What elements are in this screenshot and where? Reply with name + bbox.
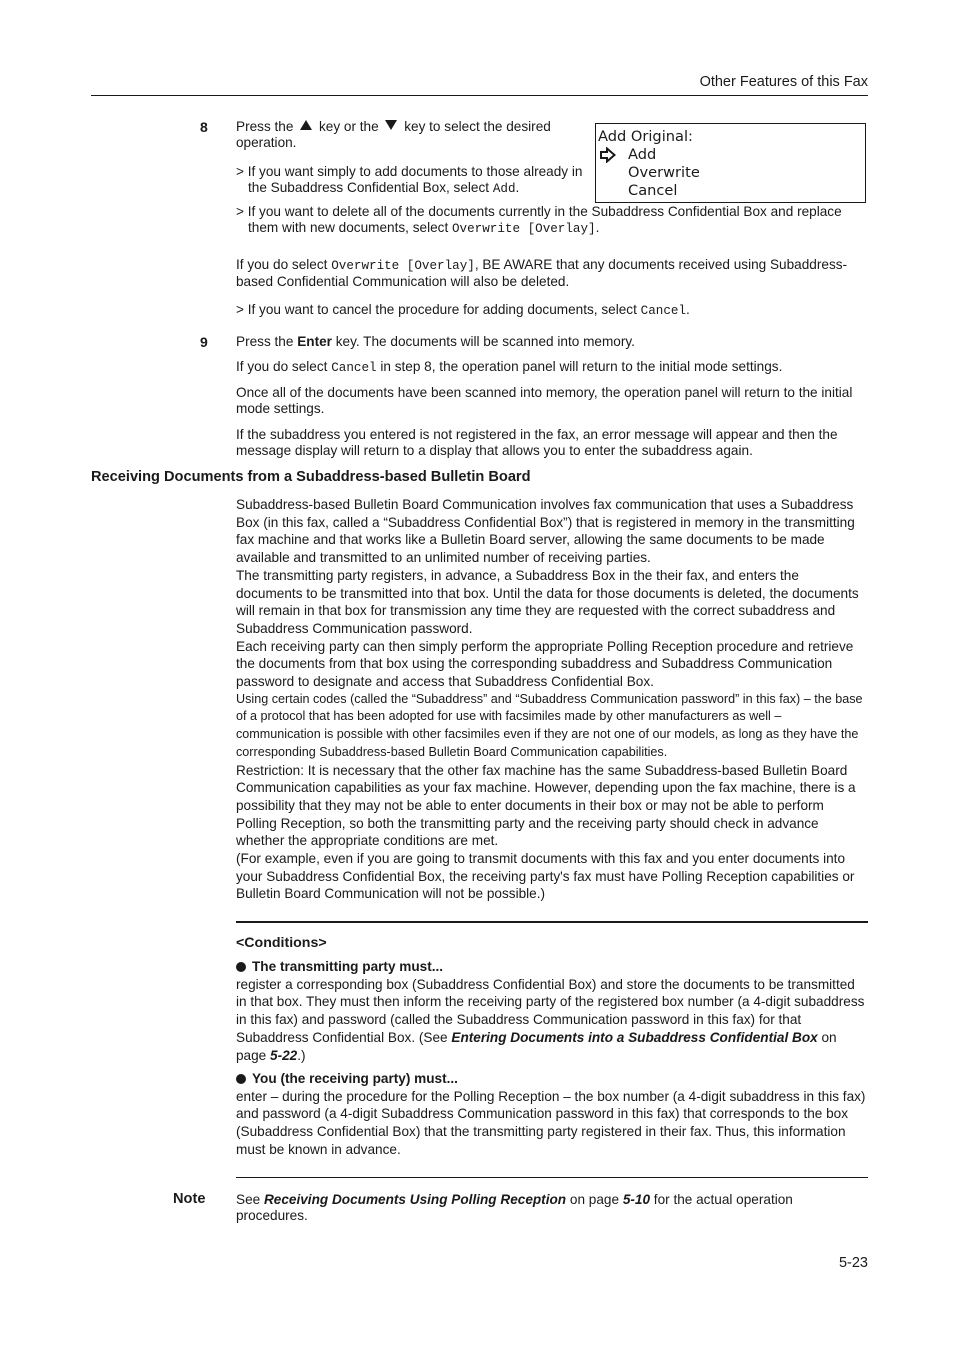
- panel-title: Add Original:: [598, 128, 693, 145]
- step-8-warning: [236, 257, 856, 290]
- step-8-overwrite-option: [236, 204, 868, 237]
- transmitting-ref: Entering Documents into a Subaddress Confidential Box: [451, 1029, 818, 1045]
- step-9-c2: in step 8, the operation panel will return to the initial mode settings.: [376, 359, 783, 374]
- section-paragraph-2: The transmitting party registers, in advance, a Subaddress Box in the their fax, and enters the documents to be transmitted into that box. Until the data for those documents is deleted, the documents will remain in that box for transmission any time they are requested with the correct subaddress and Subaddress Communication password.: [236, 567, 859, 636]
- header-divider: [91, 95, 868, 96]
- cancel-code: Cancel: [640, 304, 687, 318]
- add-end: .: [515, 180, 520, 195]
- step-8-instr-c: key to select the desired operation.: [236, 119, 551, 150]
- section-paragraph-1: Subaddress-based Bulletin Board Communication involves fax communication that uses a Subaddress Box (in this fax, called a “Subaddress Confidential Box”) that is registered in memory in the transmitting fax machine and that works like a Bulletin Board server, allowing the same documents to be made available and transmitted to an unlimited number of receiving parties.: [236, 497, 855, 566]
- transmitting-heading-text: The transmitting party must...: [252, 959, 444, 974]
- conditions-receiving: [236, 1070, 868, 1159]
- page-number: 5-23: [838, 1255, 868, 1271]
- step-9-c1: If you do select: [236, 359, 332, 374]
- cancel-text: > If you want to cancel the procedure for adding documents, select: [236, 302, 641, 317]
- step-8-instr-a: Press the: [236, 119, 298, 134]
- section-title: Receiving Documents from a Subaddress-based Bulletin Board: [91, 469, 531, 485]
- bullet-icon: [236, 962, 246, 972]
- transmitting-body-a: register a corresponding box (Subaddress Confidential Box) and store the documents to be transmitted in that box. They must then inform the receiving party of the registered box number (a 4-digit subaddress in this fax) and password (called the Subaddress Communication password in this fax) for that Subaddress Confidential Box. (See: [236, 976, 865, 1045]
- transmitting-body: [236, 976, 868, 1065]
- overwrite-code: Overwrite [Overlay]: [452, 222, 596, 236]
- note-text: [236, 1192, 868, 1224]
- step-9-scanned-note: Once all of the documents have been scanned into memory, the operation panel will return to the initial mode settings.: [236, 385, 853, 416]
- step-9-number: 9: [200, 334, 208, 350]
- section-paragraph-6: (For example, even if you are going to transmit documents with this fax and you enter documents into your Subaddress Confidential Box, the receiving party's fax must have Polling Reception capabilities or Bulletin Board Communication will not be possible.): [236, 851, 855, 902]
- conditions-transmitting: [236, 958, 868, 1064]
- cancel-end: .: [686, 302, 690, 317]
- step-8-cancel-option: [236, 302, 868, 319]
- step-8-instruction: [236, 119, 586, 151]
- conditions-heading: <Conditions>: [236, 935, 327, 951]
- panel-option-add-label: Add: [628, 146, 657, 163]
- enter-key-label: Enter: [297, 334, 332, 349]
- note-label: Note: [173, 1191, 206, 1207]
- transmitting-body-b: on page: [236, 1029, 837, 1063]
- section-paragraph-4: Using certain codes (called the “Subaddress” and “Subaddress Communication password” in this fax) – the base of a protocol that has been adopted for use with facsimiles made by other manufacturers as well – communication is possible with other facsimiles even if they are not one of our models, as long as they have the corresponding Subaddress-based Bulletin Board Communication capabilities.: [236, 691, 863, 759]
- step-9-error-note: If the subaddress you entered is not registered in the fax, an error message will appear and then the message display will return to a display that allows you to enter the subaddress again.: [236, 427, 838, 458]
- right-arrow-icon: [600, 147, 616, 163]
- header-title: Other Features of this Fax: [699, 74, 868, 90]
- note-page: 5-10: [622, 1192, 651, 1207]
- step-8-number: 8: [200, 119, 208, 135]
- step-9-cancel-code: Cancel: [331, 361, 377, 375]
- bullet-icon: [236, 1074, 246, 1084]
- receiving-body: enter – during the procedure for the Polling Reception – the box number (a 4-digit subaddress in this fax) and password (a 4-digit Subaddress Communication password in this fax) that corresponds to the box (Subaddress Confidential Box) that the transmitting party registered in their fax. Thus, this information must be known in advance.: [236, 1088, 866, 1157]
- add-code: Add: [492, 182, 516, 196]
- note-b: on page: [566, 1192, 623, 1207]
- step-9-instruction: [236, 334, 868, 350]
- add-text: > If you want simply to add documents to those already in the Subaddress Confidential Box, select: [236, 164, 583, 195]
- down-arrow-key-icon: [385, 120, 397, 130]
- note-ref: Receiving Documents Using Polling Reception: [263, 1192, 567, 1207]
- step-9-cancel-note: [236, 359, 868, 376]
- operation-panel-display: [595, 123, 866, 203]
- note-a: See: [236, 1192, 264, 1207]
- step-8-instr-b: key or the: [315, 119, 383, 134]
- step-8-add-option: [236, 164, 598, 197]
- up-arrow-key-icon: [300, 120, 312, 130]
- transmitting-heading: [236, 958, 868, 976]
- panel-option-cancel: Cancel: [628, 182, 678, 199]
- conditions-top-rule: [236, 921, 868, 923]
- panel-option-add: [598, 146, 865, 164]
- step-9-a: Press the: [236, 334, 298, 349]
- panel-option-overwrite: Overwrite: [628, 164, 700, 181]
- receiving-heading: [236, 1070, 868, 1088]
- section-paragraph-3: Each receiving party can then simply perform the appropriate Polling Reception procedure and retrieve the documents from that box using the corresponding subaddress and Subaddress Communication password to designate and access that Subaddress Confidential Box.: [236, 638, 854, 690]
- warning-code: Overwrite [Overlay]: [331, 259, 475, 273]
- transmitting-body-c: .): [297, 1047, 306, 1063]
- section-body: [236, 496, 868, 903]
- transmitting-page: 5-22: [270, 1047, 298, 1063]
- warning-text-b: , BE AWARE that any documents received using Subaddress-based Confidential Communication will also be deleted.: [236, 257, 848, 289]
- section-paragraph-5: Restriction: It is necessary that the other fax machine has the same Subaddress-based Bulletin Board Communication capabilities as your fax machine. However, depending upon the fax machine, there is a possibility that they may not be able to enter documents in their box or may not be able to perform Polling Reception, so both the transmitting party and the receiving party should check in advance whether the appropriate conditions are met.: [236, 762, 856, 849]
- note-c: for the actual operation procedures.: [236, 1192, 793, 1223]
- overwrite-end: .: [595, 220, 600, 235]
- conditions-bottom-rule: [236, 1177, 868, 1178]
- receiving-heading-text: You (the receiving party) must...: [252, 1071, 458, 1086]
- step-9-b: key. The documents will be scanned into memory.: [331, 334, 635, 349]
- overwrite-text: > If you want to delete all of the documents currently in the Subaddress Confidential Box and replace them with new documents, select: [236, 204, 842, 235]
- warning-text-a: If you do select: [236, 257, 332, 272]
